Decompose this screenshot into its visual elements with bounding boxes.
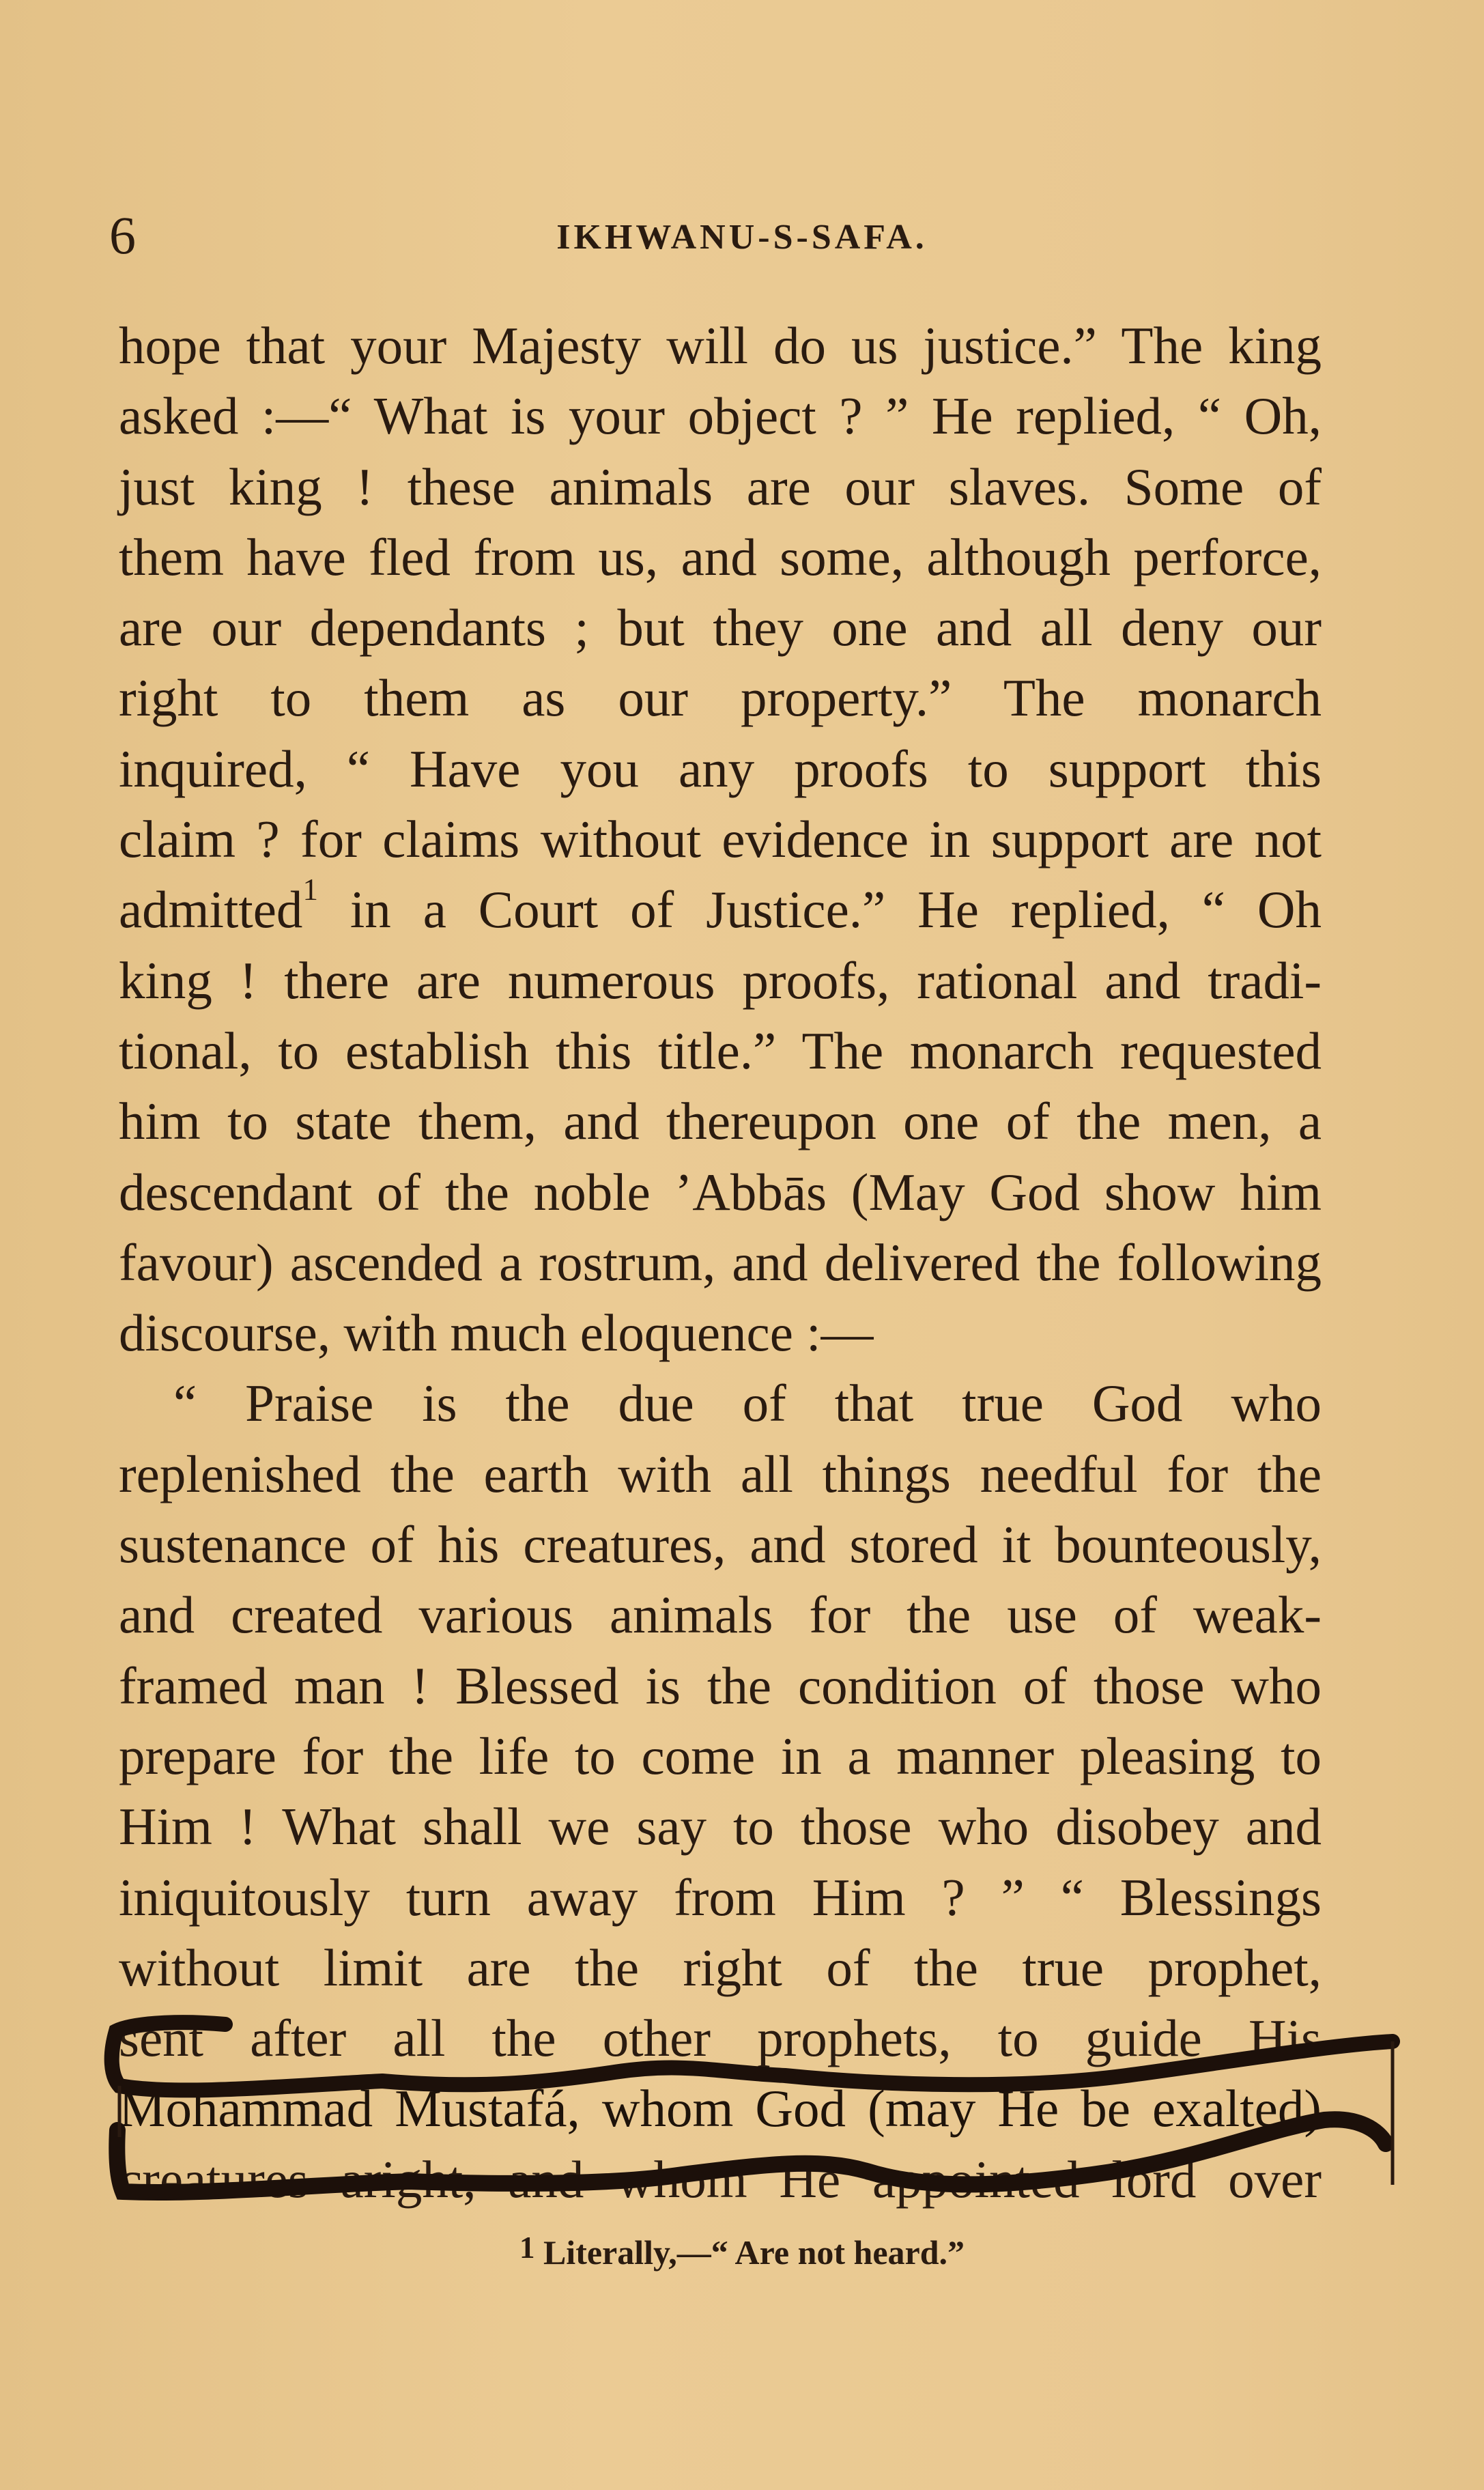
- text-line: iniquitously turn away from Him ? ” “ Blessings: [119, 1867, 1322, 1927]
- text-line: tional, to establish this title.” The monarch requested: [119, 1021, 1322, 1080]
- text-line: replenished the earth with all things needful for the: [119, 1444, 1322, 1503]
- text-line: favour) ascended a rostrum, and delivered the following: [119, 1232, 1322, 1292]
- text-line: descendant of the noble ’Abbās (May God show him: [119, 1162, 1322, 1221]
- text-line: discourse, with much eloquence :—: [119, 1303, 874, 1363]
- text-line: sustenance of his creatures, and stored it bounteously,: [119, 1515, 1322, 1574]
- text-fragment: in a Court of Justice.” He replied, “ Oh: [317, 880, 1322, 939]
- text-line: “ Praise is the due of that true God who: [173, 1374, 1322, 1433]
- text-line: inquired, “ Have you any proofs to support this: [119, 739, 1322, 798]
- body-text: [119, 311, 1322, 2215]
- text-line: [119, 875, 1322, 945]
- text-line: right to them as our property.” The monarch: [119, 668, 1322, 728]
- text-line: claim ? for claims without evidence in support are not: [119, 810, 1322, 869]
- footnote-text: Literally,—“ Are not heard.”: [534, 2233, 965, 2272]
- page-number: 6: [109, 206, 136, 265]
- footnote-marker: 1: [519, 2231, 535, 2265]
- text-line: creatures aright, and whom He appointed lord over: [119, 2149, 1322, 2209]
- footnote: [0, 2233, 1484, 2272]
- footnote-reference: 1: [302, 873, 318, 907]
- text-line: sent after all the other prophets, to guide His: [119, 2009, 1322, 2068]
- running-title: IKHWANU-S-SAFA.: [556, 218, 928, 257]
- text-line: and created various animals for the use of weak-: [119, 1585, 1322, 1645]
- text-line: prepare for the life to come in a manner pleasing to: [119, 1726, 1322, 1785]
- text-line: him to state them, and thereupon one of the men, a: [119, 1092, 1322, 1151]
- text-line: just king ! these animals are our slaves. Some of: [119, 457, 1322, 516]
- text-line: king ! there are numerous proofs, rational and tradi-: [119, 950, 1322, 1010]
- text-line: Him ! What shall we say to those who disobey and: [119, 1797, 1322, 1856]
- text-line: without limit are the right of the true prophet,: [119, 1938, 1322, 1997]
- text-line: them have fled from us, and some, although perforce,: [119, 527, 1322, 586]
- text-line: are our dependants ; but they one and all deny our: [119, 598, 1322, 657]
- pasted-correction-line: Mohammad Mustafá, whom God (may He be exalted): [119, 2079, 1322, 2138]
- text-fragment: admitted: [119, 880, 303, 939]
- text-line: asked :—“ What is your object ? ” He replied, “ Oh,: [119, 386, 1322, 446]
- text-line: framed man ! Blessed is the condition of those who: [119, 1656, 1322, 1715]
- text-line: hope that your Majesty will do us justice.” The king: [119, 316, 1322, 375]
